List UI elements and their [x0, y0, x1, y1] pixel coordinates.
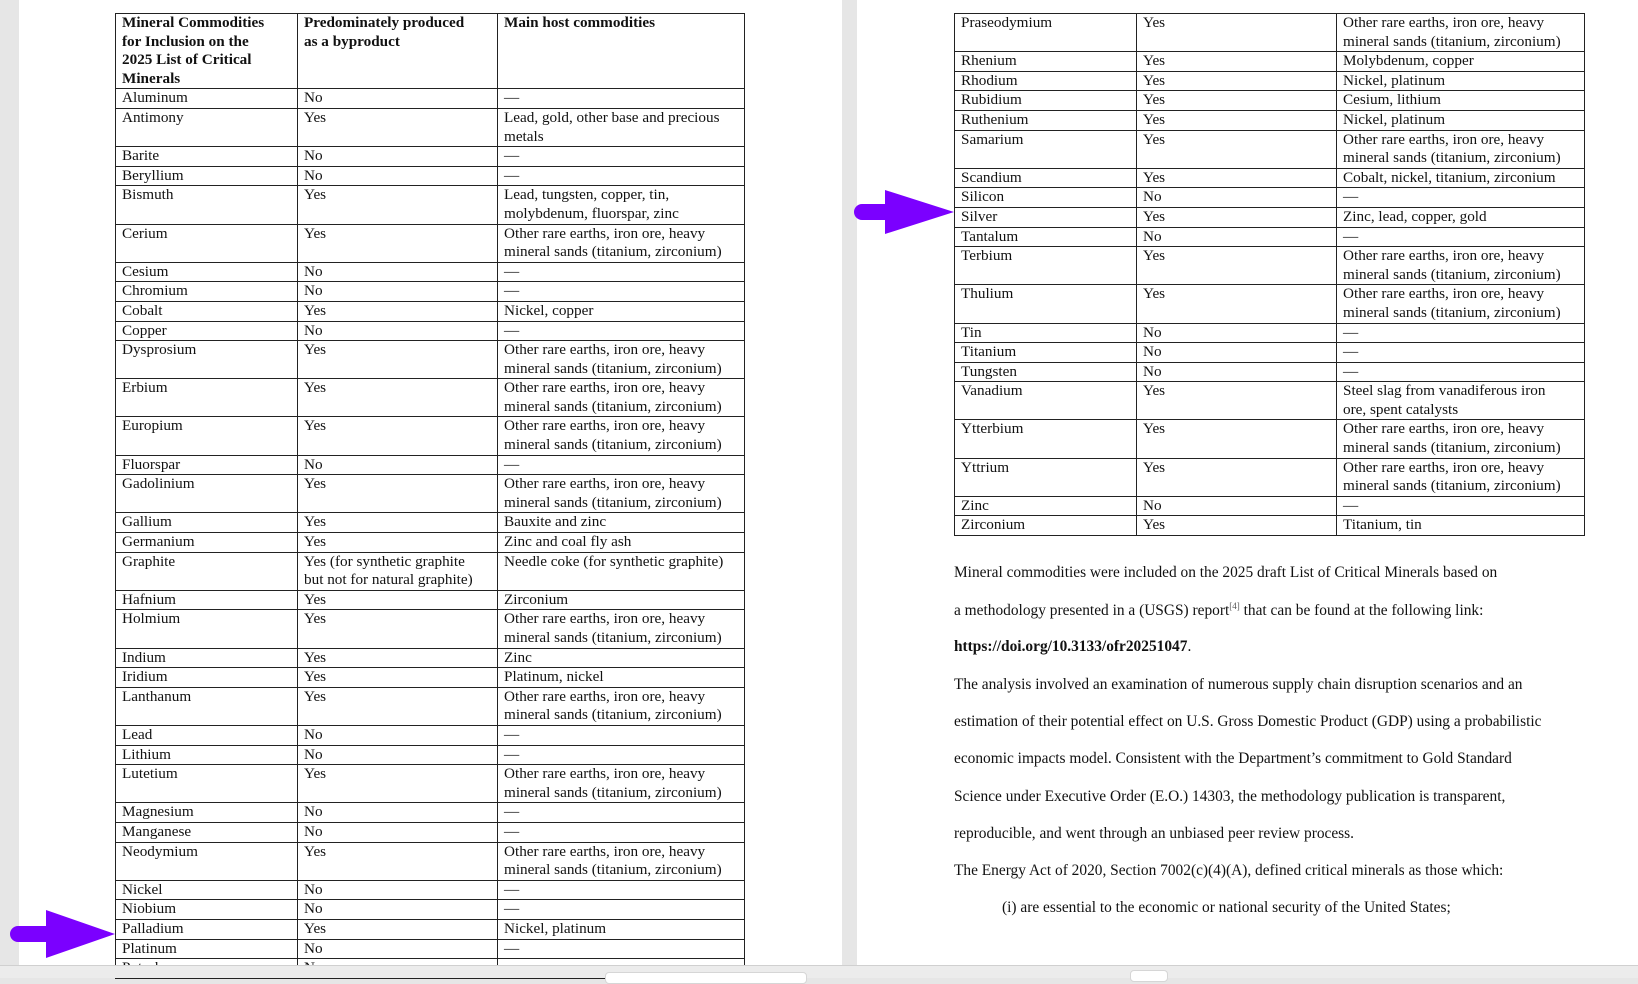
mineral-cell: Cesium: [116, 262, 298, 282]
byproduct-cell: No: [298, 880, 498, 900]
doi-link[interactable]: https://doi.org/10.3133/ofr20251047: [954, 638, 1188, 655]
byproduct-cell: No: [298, 321, 498, 341]
host-cell: Other rare earths, iron ore, heavy mineral sands (titanium, zirconium): [498, 842, 745, 880]
host-cell: —: [1337, 323, 1585, 343]
byproduct-cell: No: [1137, 343, 1337, 363]
page-navigation-control[interactable]: [605, 972, 807, 984]
table-row: [955, 14, 1585, 52]
host-cell: —: [498, 725, 745, 745]
byproduct-cell: Yes: [1137, 382, 1337, 420]
byproduct-cell: Yes: [1137, 420, 1337, 458]
mineral-cell: Silicon: [955, 188, 1137, 208]
header-host: Main host commodities: [498, 14, 745, 89]
table-row: [116, 765, 745, 803]
host-cell: —: [1337, 343, 1585, 363]
host-cell: Other rare earths, iron ore, heavy mineral sands (titanium, zirconium): [1337, 285, 1585, 323]
byproduct-cell: Yes: [298, 417, 498, 455]
byproduct-cell: Yes: [298, 610, 498, 648]
mineral-cell: Indium: [116, 648, 298, 668]
byproduct-cell: Yes: [1137, 516, 1337, 536]
mineral-cell: Chromium: [116, 282, 298, 302]
table-row: [116, 417, 745, 455]
arrow-annotation-silver: [852, 189, 956, 235]
byproduct-cell: No: [298, 803, 498, 823]
table-row: [116, 610, 745, 648]
host-cell: Other rare earths, iron ore, heavy mineral sands (titanium, zirconium): [498, 417, 745, 455]
mineral-cell: Rhenium: [955, 52, 1137, 72]
paragraph-line: [954, 601, 1483, 620]
mineral-cell: Lutetium: [116, 765, 298, 803]
paragraph-line: (i) are essential to the economic or national security of the United States;: [1002, 899, 1451, 916]
host-cell: Zinc and coal fly ash: [498, 533, 745, 553]
host-cell: Other rare earths, iron ore, heavy mineral sands (titanium, zirconium): [1337, 130, 1585, 168]
mineral-cell: Zirconium: [955, 516, 1137, 536]
footnote-ref[interactable]: [4]: [1229, 601, 1240, 611]
paragraph-line: The analysis involved an examination of numerous supply chain disruption scenarios and an: [954, 676, 1523, 693]
table-row: [955, 382, 1585, 420]
table-row: [955, 285, 1585, 323]
host-cell: —: [498, 822, 745, 842]
host-cell: Other rare earths, iron ore, heavy mineral sands (titanium, zirconium): [498, 610, 745, 648]
byproduct-cell: No: [298, 939, 498, 959]
table-row: [116, 108, 745, 146]
text: that can be found at the following link:: [1239, 602, 1484, 620]
host-cell: —: [498, 147, 745, 167]
byproduct-cell: No: [298, 455, 498, 475]
mineral-cell: Bismuth: [116, 186, 298, 224]
mineral-cell: Terbium: [955, 247, 1137, 285]
byproduct-cell: Yes: [1137, 458, 1337, 496]
table-row: [116, 552, 745, 590]
byproduct-cell: Yes: [1137, 91, 1337, 111]
byproduct-cell: Yes: [298, 648, 498, 668]
mineral-cell: Scandium: [955, 168, 1137, 188]
paragraph-line: reproducible, and went through an unbiased peer review process.: [954, 825, 1355, 842]
paragraph-line: economic impacts model. Consistent with the Department’s commitment to Gold Standard: [954, 750, 1512, 767]
host-cell: Other rare earths, iron ore, heavy mineral sands (titanium, zirconium): [1337, 247, 1585, 285]
byproduct-cell: Yes: [298, 186, 498, 224]
mineral-cell: Nickel: [116, 880, 298, 900]
mineral-cell: Manganese: [116, 822, 298, 842]
table-row: [116, 648, 745, 668]
host-cell: Nickel, platinum: [498, 919, 745, 939]
mineral-cell: Copper: [116, 321, 298, 341]
host-cell: Lead, gold, other base and precious metals: [498, 108, 745, 146]
byproduct-cell: No: [298, 147, 498, 167]
byproduct-cell: No: [298, 262, 498, 282]
host-cell: Zinc: [498, 648, 745, 668]
mineral-cell: Samarium: [955, 130, 1137, 168]
table-header-row: [116, 14, 745, 89]
mineral-cell: Aluminum: [116, 89, 298, 109]
table-row: [116, 725, 745, 745]
table-row: [955, 110, 1585, 130]
host-cell: —: [498, 282, 745, 302]
mineral-cell: Thulium: [955, 285, 1137, 323]
byproduct-cell: No: [298, 822, 498, 842]
byproduct-cell: Yes: [298, 687, 498, 725]
table-row: [116, 224, 745, 262]
table-row: [955, 91, 1585, 111]
mineral-cell: Gallium: [116, 513, 298, 533]
byproduct-cell: Yes: [1137, 130, 1337, 168]
host-cell: Titanium, tin: [1337, 516, 1585, 536]
table-row: [955, 362, 1585, 382]
byproduct-cell: Yes: [298, 475, 498, 513]
host-cell: —: [498, 89, 745, 109]
byproduct-cell: No: [1137, 362, 1337, 382]
byproduct-cell: Yes: [298, 108, 498, 146]
mineral-cell: Silver: [955, 207, 1137, 227]
mineral-cell: Magnesium: [116, 803, 298, 823]
mineral-cell: Vanadium: [955, 382, 1137, 420]
table-row: [955, 207, 1585, 227]
host-cell: —: [498, 321, 745, 341]
table-row: [116, 919, 745, 939]
paragraph-line: Science under Executive Order (E.O.) 14303, the methodology publication is transparent,: [954, 788, 1506, 805]
mineral-cell: Tungsten: [955, 362, 1137, 382]
host-cell: Lead, tungsten, copper, tin, molybdenum, fluorspar, zinc: [498, 186, 745, 224]
host-cell: Nickel, copper: [498, 301, 745, 321]
table-row: [116, 282, 745, 302]
byproduct-cell: Yes: [298, 668, 498, 688]
mineral-cell: Rubidium: [955, 91, 1137, 111]
mineral-cell: Cobalt: [116, 301, 298, 321]
table-row: [116, 590, 745, 610]
host-cell: —: [498, 166, 745, 186]
table-row: [116, 455, 745, 475]
mineral-cell: Beryllium: [116, 166, 298, 186]
host-cell: —: [498, 803, 745, 823]
host-cell: Other rare earths, iron ore, heavy mineral sands (titanium, zirconium): [498, 765, 745, 803]
zoom-control[interactable]: [1130, 970, 1168, 982]
table-row: [955, 247, 1585, 285]
mineral-cell: Neodymium: [116, 842, 298, 880]
host-cell: Zirconium: [498, 590, 745, 610]
host-cell: —: [498, 939, 745, 959]
host-cell: —: [1337, 227, 1585, 247]
byproduct-cell: Yes (for synthetic graphite but not for natural graphite): [298, 552, 498, 590]
host-cell: Cobalt, nickel, titanium, zirconium: [1337, 168, 1585, 188]
table-row: [116, 822, 745, 842]
mineral-cell: Titanium: [955, 343, 1137, 363]
byproduct-cell: No: [1137, 227, 1337, 247]
host-cell: —: [498, 745, 745, 765]
table-row: [955, 188, 1585, 208]
table-row: [116, 842, 745, 880]
byproduct-cell: Yes: [1137, 14, 1337, 52]
table-row: [116, 533, 745, 553]
byproduct-cell: Yes: [1137, 285, 1337, 323]
host-cell: Cesium, lithium: [1337, 91, 1585, 111]
table-row: [116, 186, 745, 224]
host-cell: Steel slag from vanadiferous iron ore, spent catalysts: [1337, 382, 1585, 420]
host-cell: Other rare earths, iron ore, heavy mineral sands (titanium, zirconium): [498, 341, 745, 379]
host-cell: Nickel, platinum: [1337, 71, 1585, 91]
mineral-cell: Gadolinium: [116, 475, 298, 513]
table-row: [116, 341, 745, 379]
mineral-cell: Antimony: [116, 108, 298, 146]
table-row: [116, 89, 745, 109]
mineral-cell: Iridium: [116, 668, 298, 688]
table-row: [116, 321, 745, 341]
mineral-cell: Yttrium: [955, 458, 1137, 496]
mineral-cell: Erbium: [116, 379, 298, 417]
paragraph-line: [954, 638, 1191, 656]
table-row: [116, 379, 745, 417]
host-cell: Other rare earths, iron ore, heavy mineral sands (titanium, zirconium): [498, 475, 745, 513]
mineral-cell: Fluorspar: [116, 455, 298, 475]
host-cell: Other rare earths, iron ore, heavy mineral sands (titanium, zirconium): [1337, 14, 1585, 52]
host-cell: Other rare earths, iron ore, heavy mineral sands (titanium, zirconium): [1337, 420, 1585, 458]
table-row: [955, 458, 1585, 496]
text: .: [1187, 638, 1192, 655]
header-mineral: Mineral Commodities for Inclusion on the 2025 List of Critical Minerals: [116, 14, 298, 89]
table-row: [955, 496, 1585, 516]
mineral-cell: Platinum: [116, 939, 298, 959]
table-row: [116, 939, 745, 959]
table-row: [955, 516, 1585, 536]
table-row: [955, 420, 1585, 458]
critical-minerals-table-left: [115, 13, 745, 979]
mineral-cell: Rhodium: [955, 71, 1137, 91]
text: a methodology presented in a (USGS) report: [954, 602, 1230, 620]
host-cell: —: [498, 880, 745, 900]
mineral-cell: Niobium: [116, 900, 298, 920]
mineral-cell: Europium: [116, 417, 298, 455]
host-cell: Other rare earths, iron ore, heavy mineral sands (titanium, zirconium): [498, 379, 745, 417]
byproduct-cell: No: [298, 900, 498, 920]
byproduct-cell: Yes: [1137, 247, 1337, 285]
host-cell: Other rare earths, iron ore, heavy mineral sands (titanium, zirconium): [498, 224, 745, 262]
host-cell: —: [1337, 362, 1585, 382]
document-page-right: [857, 0, 1638, 965]
table-row: [955, 168, 1585, 188]
byproduct-cell: Yes: [1137, 71, 1337, 91]
mineral-cell: Tantalum: [955, 227, 1137, 247]
host-cell: Platinum, nickel: [498, 668, 745, 688]
host-cell: Nickel, platinum: [1337, 110, 1585, 130]
host-cell: Needle coke (for synthetic graphite): [498, 552, 745, 590]
table-row: [955, 323, 1585, 343]
byproduct-cell: Yes: [298, 341, 498, 379]
byproduct-cell: Yes: [1137, 207, 1337, 227]
mineral-cell: Dysprosium: [116, 341, 298, 379]
paragraph-line: Mineral commodities were included on the 2025 draft List of Critical Minerals based on: [954, 564, 1498, 581]
mineral-cell: Ruthenium: [955, 110, 1137, 130]
host-cell: Other rare earths, iron ore, heavy mineral sands (titanium, zirconium): [1337, 458, 1585, 496]
mineral-cell: Cerium: [116, 224, 298, 262]
byproduct-cell: Yes: [1137, 52, 1337, 72]
byproduct-cell: No: [1137, 188, 1337, 208]
host-cell: Bauxite and zinc: [498, 513, 745, 533]
mineral-cell: Ytterbium: [955, 420, 1137, 458]
byproduct-cell: No: [298, 282, 498, 302]
byproduct-cell: Yes: [298, 842, 498, 880]
byproduct-cell: Yes: [298, 590, 498, 610]
host-cell: Other rare earths, iron ore, heavy mineral sands (titanium, zirconium): [498, 687, 745, 725]
table-row: [116, 147, 745, 167]
byproduct-cell: No: [298, 166, 498, 186]
table-row: [116, 880, 745, 900]
table-row: [955, 227, 1585, 247]
host-cell: —: [1337, 188, 1585, 208]
table-row: [116, 262, 745, 282]
mineral-cell: Tin: [955, 323, 1137, 343]
table-row: [955, 71, 1585, 91]
mineral-cell: Praseodymium: [955, 14, 1137, 52]
table-row: [955, 52, 1585, 72]
mineral-cell: Palladium: [116, 919, 298, 939]
byproduct-cell: No: [298, 745, 498, 765]
mineral-cell: Barite: [116, 147, 298, 167]
table-row: [116, 475, 745, 513]
byproduct-cell: No: [298, 725, 498, 745]
byproduct-cell: No: [298, 89, 498, 109]
mineral-cell: Lanthanum: [116, 687, 298, 725]
mineral-cell: Graphite: [116, 552, 298, 590]
byproduct-cell: Yes: [298, 765, 498, 803]
byproduct-cell: Yes: [298, 533, 498, 553]
table-row: [116, 668, 745, 688]
table-row: [116, 687, 745, 725]
mineral-cell: Holmium: [116, 610, 298, 648]
byproduct-cell: Yes: [1137, 168, 1337, 188]
table-row: [955, 130, 1585, 168]
mineral-cell: Hafnium: [116, 590, 298, 610]
table-row: [955, 343, 1585, 363]
byproduct-cell: No: [1137, 496, 1337, 516]
host-cell: Molybdenum, copper: [1337, 52, 1585, 72]
host-cell: —: [498, 262, 745, 282]
host-cell: Zinc, lead, copper, gold: [1337, 207, 1585, 227]
host-cell: —: [1337, 496, 1585, 516]
byproduct-cell: Yes: [1137, 110, 1337, 130]
arrow-annotation-platinum: [8, 908, 118, 960]
table-row: [116, 513, 745, 533]
byproduct-cell: Yes: [298, 513, 498, 533]
host-cell: —: [498, 455, 745, 475]
mineral-cell: Zinc: [955, 496, 1137, 516]
table-row: [116, 900, 745, 920]
mineral-cell: Lithium: [116, 745, 298, 765]
paragraph-line: estimation of their potential effect on U.S. Gross Domestic Product (GDP) using a probabilistic: [954, 713, 1542, 730]
byproduct-cell: Yes: [298, 224, 498, 262]
header-byproduct: Predominately produced as a byproduct: [298, 14, 498, 89]
mineral-cell: Germanium: [116, 533, 298, 553]
byproduct-cell: No: [1137, 323, 1337, 343]
paragraph-line: The Energy Act of 2020, Section 7002(c)(4)(A), defined critical minerals as those which:: [954, 862, 1504, 879]
table-row: [116, 803, 745, 823]
table-row: [116, 301, 745, 321]
table-row: [116, 166, 745, 186]
host-cell: —: [498, 900, 745, 920]
table-row: [116, 745, 745, 765]
bottom-toolbar: [0, 965, 1638, 978]
critical-minerals-table-right: [954, 13, 1585, 536]
byproduct-cell: Yes: [298, 301, 498, 321]
byproduct-cell: Yes: [298, 379, 498, 417]
mineral-cell: Lead: [116, 725, 298, 745]
document-page-left: [19, 0, 842, 965]
byproduct-cell: Yes: [298, 919, 498, 939]
